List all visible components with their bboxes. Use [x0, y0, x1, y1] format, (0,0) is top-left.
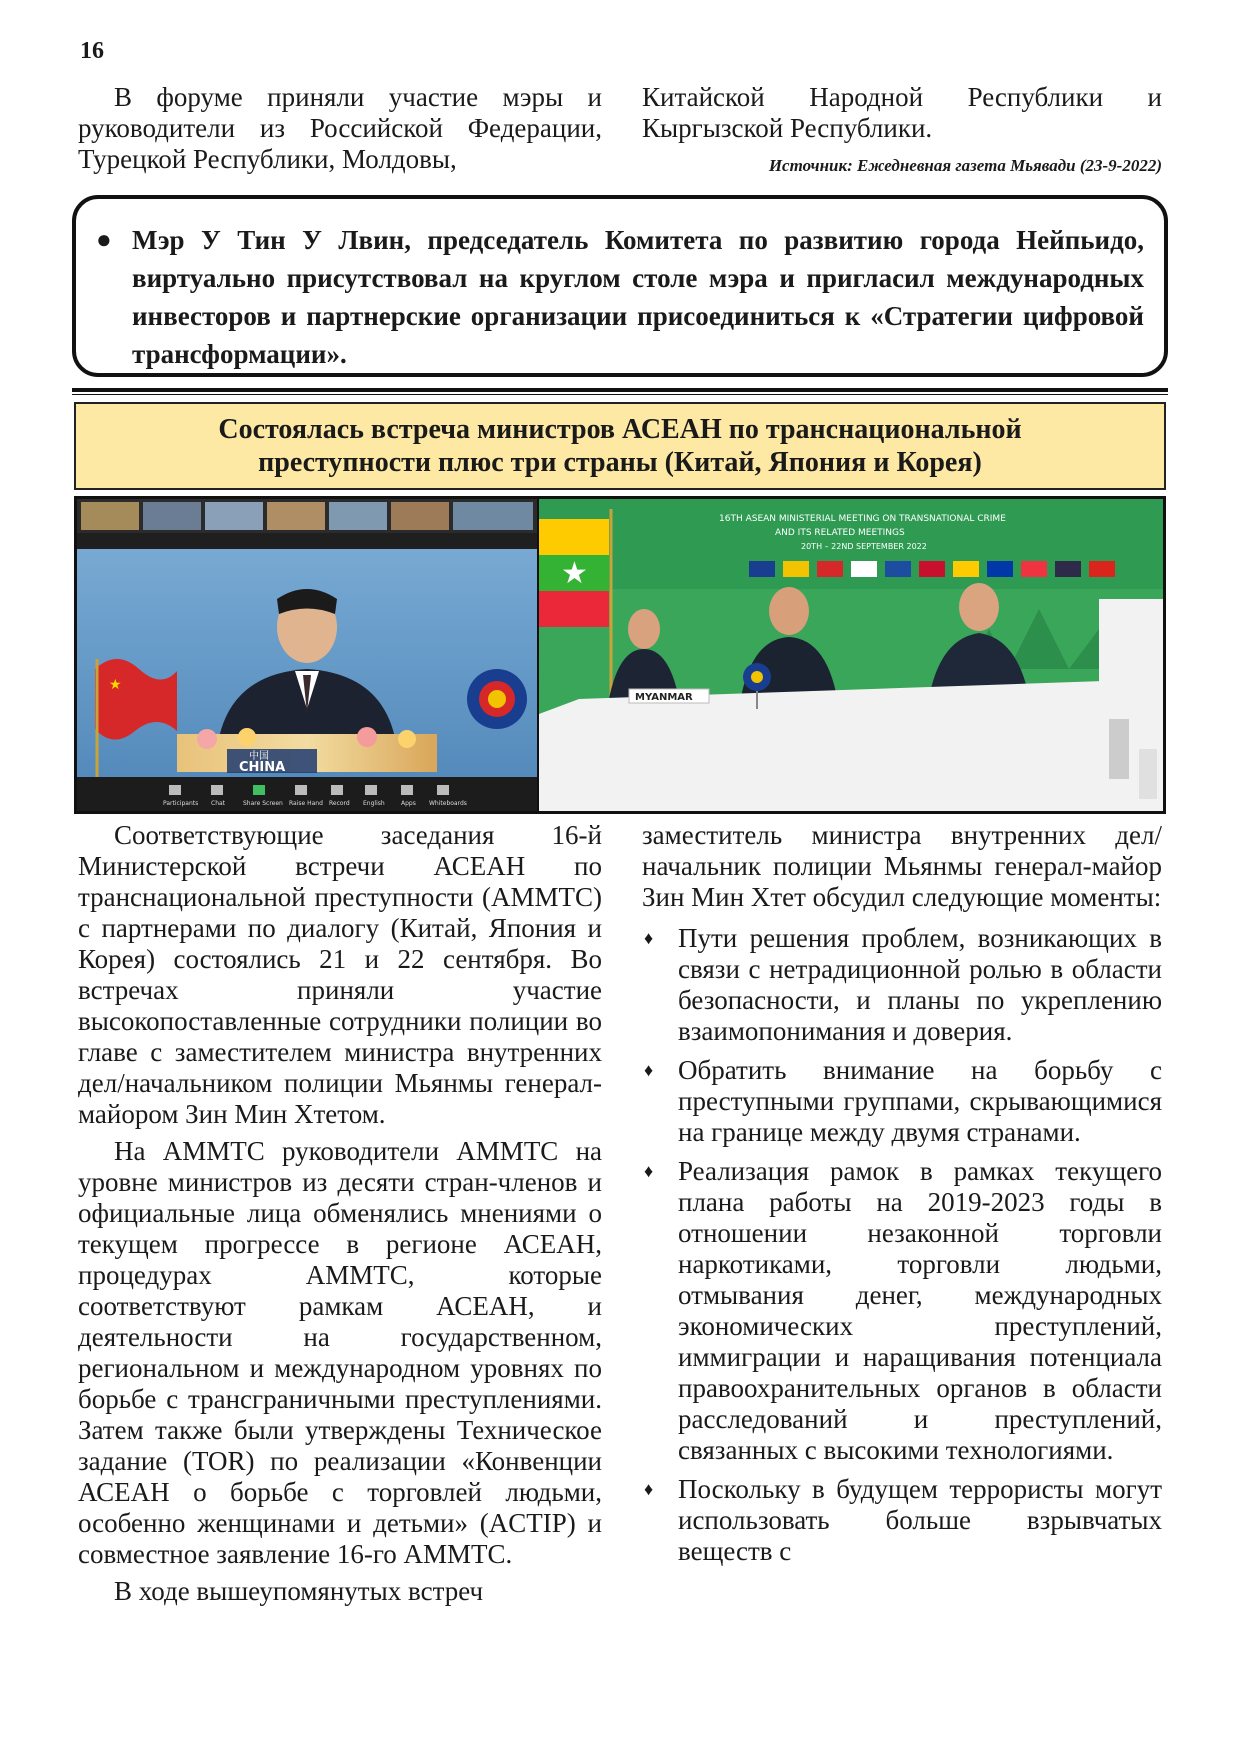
highlight-box [72, 195, 1168, 377]
toolbar-record: Record [329, 800, 350, 807]
list-item [642, 923, 1162, 1047]
highlight-item [96, 221, 1144, 373]
toolbar-whiteboards: Whiteboards [429, 800, 467, 807]
toolbar-chat: Chat [211, 800, 226, 807]
top-right-column [642, 82, 1162, 176]
svg-text:★: ★ [561, 557, 588, 590]
list-item-text: Реализация рамок в рамках текущего плана работы на 2019-2023 годы в отношении незаконной торговли наркотиками, торговли людьми, отмывания денег, международных экономических преступлений, иммиграции и наращивания потенциала правоохранительных органов в области расследований и преступлений, связанных с высокими технологиями. [678, 1156, 1162, 1465]
toolbar-raise-hand: Raise Hand [289, 800, 323, 807]
myanmar-nameplate: MYANMAR [635, 692, 693, 703]
list-item-text: Обратить внимание на борьбу с преступными группами, скрывающимися на границе между двумя странами. [678, 1055, 1162, 1147]
section-divider [72, 388, 1168, 392]
highlight-list [96, 221, 1144, 373]
source-citation: Источник: Ежедневная газета Мьявади (23-9-2022) [768, 156, 1162, 175]
top-left-column [78, 82, 602, 175]
banner-line-2: AND ITS RELATED MEETINGS [775, 528, 905, 538]
top-right-paragraph: Китайской Народной Республики и Кыргызской Республики. [642, 82, 1162, 143]
article-photo [74, 496, 1166, 814]
headline-line-1: Состоялась встреча министров АСЕАН по транснациональной [218, 414, 1022, 445]
top-left-paragraph: В форуме приняли участие мэры и руководители из Российской Федерации, Турецкой Республики, Молдовы, [78, 82, 602, 174]
meeting-room-photo [539, 499, 1163, 811]
toolbar-english: English [363, 800, 385, 807]
highlight-text: Мэр У Тин У Лвин, председатель Комитета по развитию города Нейпьидо, виртуально присутствовал на круглом столе мэра и пригласил международных инвесторов и партнерские организации присоединиться к «Стратегии цифровой трансформации». [132, 225, 1144, 369]
diamond-bullet-icon: ♦ [644, 1479, 654, 1499]
body-paragraph-3: В ходе вышеупомянутых встреч [114, 1576, 484, 1606]
article-headline [74, 402, 1166, 490]
diamond-bullet-icon: ♦ [644, 1161, 654, 1181]
list-item [642, 1055, 1162, 1148]
list-item-text: Поскольку в будущем террористы могут использовать больше взрывчатых веществ с [678, 1474, 1162, 1566]
list-item [642, 1156, 1162, 1466]
bottom-right-column [642, 820, 1162, 1575]
china-label-cn: 中国 [249, 751, 269, 762]
bottom-left-column [78, 820, 602, 1607]
page-number: 16 [80, 38, 104, 64]
svg-text:★: ★ [109, 678, 122, 693]
section-divider-thin [72, 394, 1168, 395]
bullet-dot-icon: ● [96, 225, 112, 254]
toolbar-share-screen: Share Screen [243, 800, 283, 807]
body-paragraph-2: На AMMTC руководители AMMTC на уровне министров из десяти стран-членов и официальные лица обменялись мнениями о текущем прогрессе в регионе АСЕАН, процедурах AMMTC, которые соответствуют рамкам АСЕАН, и деятельности на государственном, региональном и международном уровнях по борьбе с трансграничными преступлениями. Затем также были утверждены Техническое задание (TOR) по реализации «Конвенции АСЕАН о борьбе с торговлей людьми, особенно женщинами и детьми» (ACTIP) и совместное заявление 16-го AMMTC. [78, 1136, 602, 1569]
headline-line-2: преступности плюс три страны (Китай, Япония и Корея) [258, 447, 982, 478]
discussion-points-list [642, 923, 1162, 1567]
banner-line-3: 20TH – 22ND SEPTEMBER 2022 [801, 542, 927, 551]
banner-line-1: 16TH ASEAN MINISTERIAL MEETING ON TRANSNATIONAL CRIME [719, 514, 1006, 524]
list-item-text: Пути решения проблем, возникающих в связи с нетрадиционной ролью в области безопасности, и планы по укреплению взаимопонимания и доверия. [678, 923, 1162, 1046]
china-label: CHINA [239, 760, 286, 775]
toolbar-participants: Participants [163, 800, 199, 807]
diamond-bullet-icon: ♦ [644, 928, 654, 948]
right-intro-paragraph: заместитель министра внутренних дел/ начальник полиции Мьянмы генерал-майор Зин Мин Хтет обсудил следующие моменты: [642, 820, 1162, 912]
video-conference-photo [77, 499, 537, 811]
body-paragraph-1: Соответствующие заседания 16-й Министерской встречи АСЕАН по транснациональной преступности (AMMTC) с партнерами по диалогу (Китай, Япония и Корея) состоялись 21 и 22 сентября. Во встречах приняли участие высокопоставленные сотрудники полиции во главе с заместителем министра внутренних дел/начальником полиции Мьянмы генерал-майором Зин Мин Хтетом. [78, 820, 602, 1129]
toolbar-apps: Apps [401, 800, 416, 807]
diamond-bullet-icon: ♦ [644, 1060, 654, 1080]
list-item [642, 1474, 1162, 1567]
